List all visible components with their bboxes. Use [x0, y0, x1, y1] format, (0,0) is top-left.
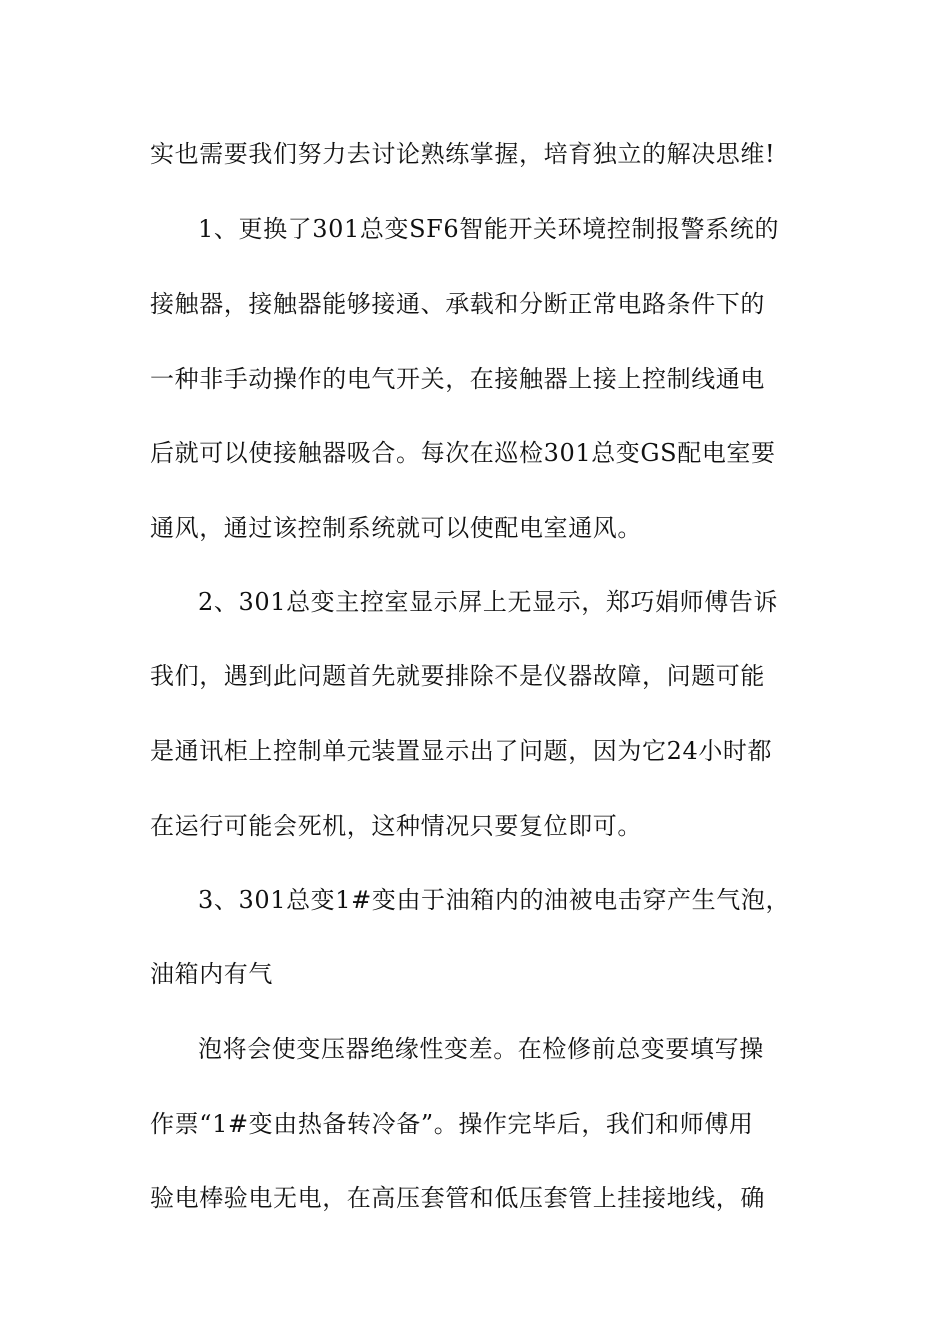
text-line-4: 一种非手动操作的电气开关，在接触器上接上控制线通电	[150, 365, 765, 393]
text-line-8: 我们，遇到此问题首先就要排除不是仪器故障，问题可能	[150, 662, 765, 690]
text-line-10: 在运行可能会死机，这种情况只要复位即可。	[150, 812, 642, 840]
text-line-2: 1、更换了301总变SF6智能开关环境控制报警系统的	[198, 215, 780, 243]
text-line-11: 3、301总变1#变由于油箱内的油被电击穿产生气泡，	[198, 886, 791, 914]
text-line-14: 作票“1#变由热备转冷备”。操作完毕后，我们和师傅用	[150, 1110, 754, 1138]
text-line-13: 泡将会使变压器绝缘性变差。在检修前总变要填写操	[198, 1035, 764, 1063]
text-line-5: 后就可以使接触器吸合。每次在巡检301总变GS配电室要	[150, 439, 776, 467]
text-line-1: 实也需要我们努力去讨论熟练掌握，培育独立的解决思维!	[150, 140, 776, 168]
text-line-15: 验电棒验电无电，在高压套管和低压套管上挂接地线，确	[150, 1184, 765, 1212]
text-line-3: 接触器，接触器能够接通、承载和分断正常电路条件下的	[150, 290, 765, 318]
text-line-9: 是通讯柜上控制单元装置显示出了问题，因为它24小时都	[150, 737, 773, 765]
text-line-7: 2、301总变主控室显示屏上无显示，郑巧娟师傅告诉	[198, 588, 779, 616]
text-line-12: 油箱内有气	[150, 960, 273, 988]
text-line-6: 通风，通过该控制系统就可以使配电室通风。	[150, 514, 642, 542]
